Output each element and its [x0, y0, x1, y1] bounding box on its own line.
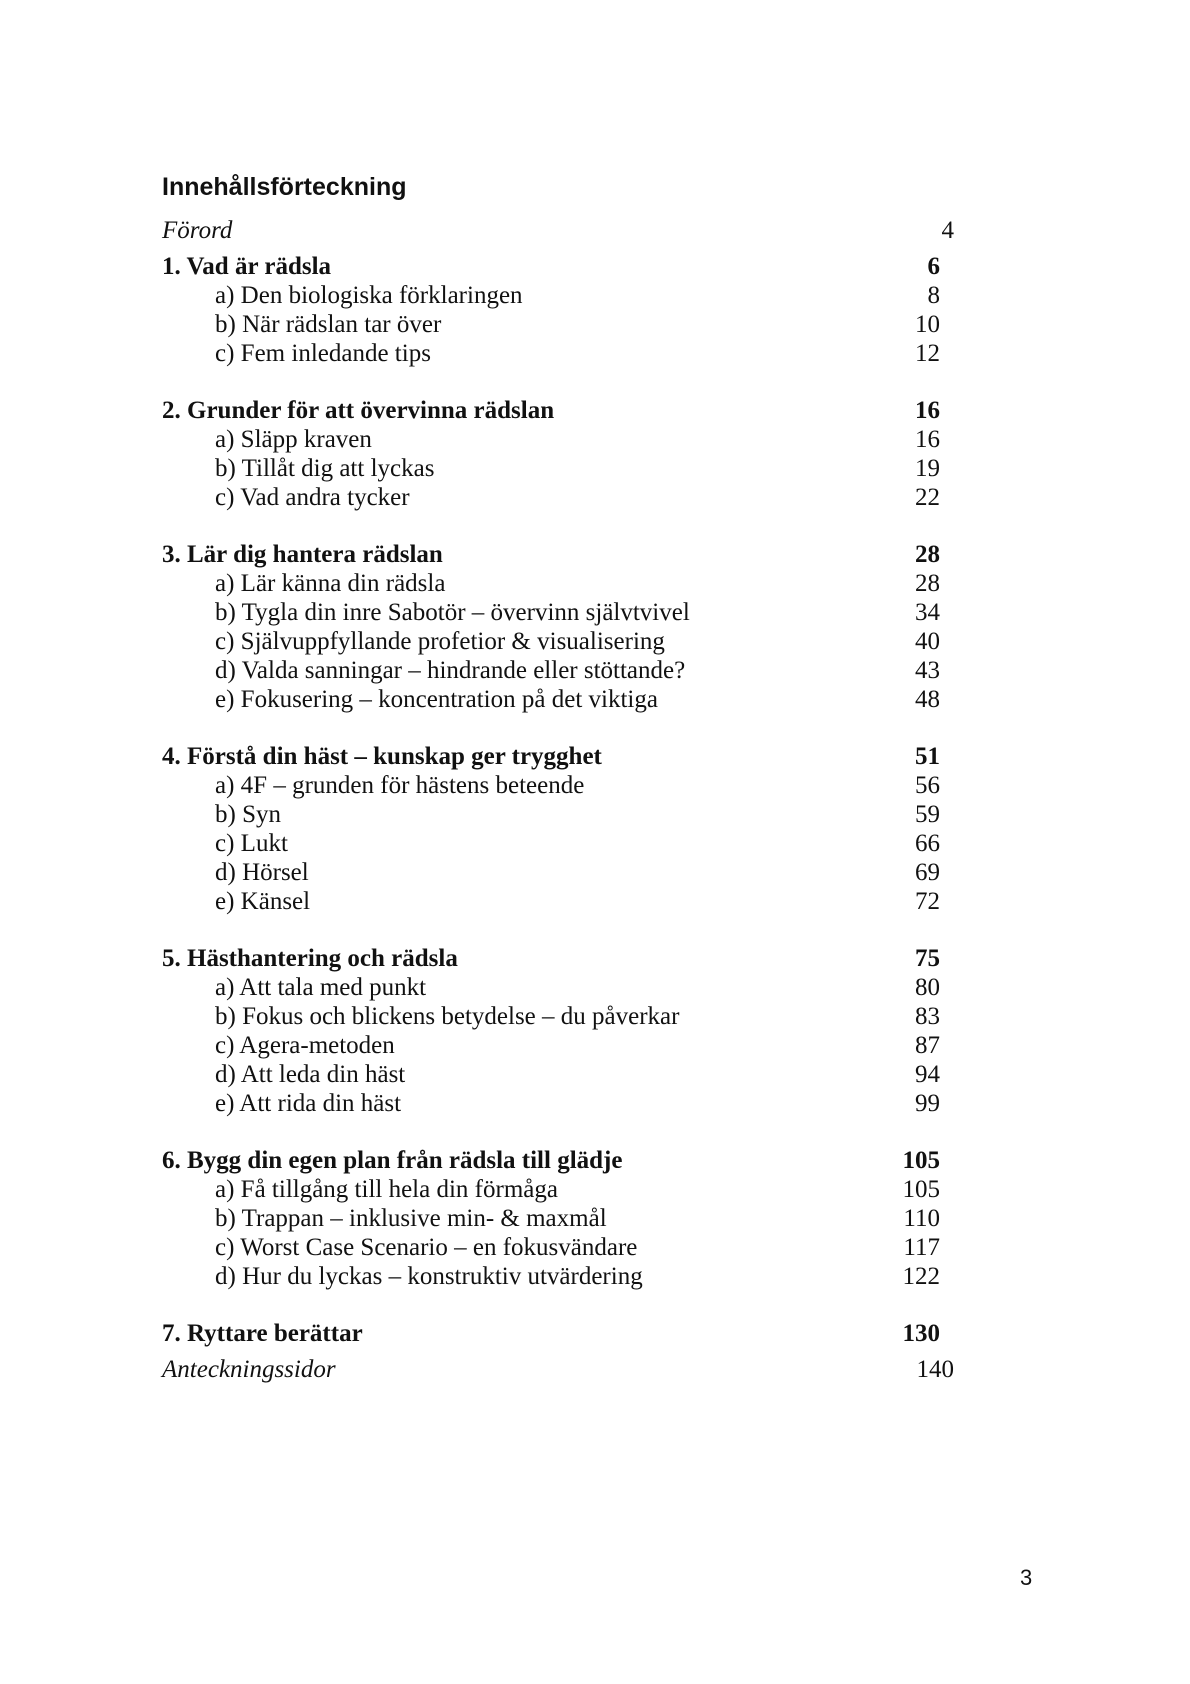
toc-entry-title: c) Lukt	[215, 830, 288, 857]
toc-entry-title: d) Att leda din häst	[215, 1061, 406, 1088]
toc-entry-page: 75	[915, 945, 940, 972]
toc-entry	[0, 1317, 1190, 1351]
toc-entry-title: a) Släpp kraven	[215, 426, 372, 453]
toc-entry-title: a) Få tillgång till hela din förmåga	[215, 1176, 558, 1203]
toc-entry	[0, 885, 1190, 919]
toc-entry-page: 19	[915, 455, 940, 482]
toc-entry	[0, 1260, 1190, 1294]
toc-entry-page: 130	[902, 1320, 940, 1347]
toc-entry-title: c) Fem inledande tips	[215, 340, 431, 367]
toc-entry-page: 117	[903, 1234, 940, 1261]
toc-entry	[0, 337, 1190, 371]
toc-entry-title: Anteckningssidor	[162, 1356, 336, 1383]
toc-heading: Innehållsförteckning	[162, 173, 407, 201]
toc-entry-page: 94	[915, 1061, 940, 1088]
toc-entry-page: 16	[915, 426, 940, 453]
toc-entry-title: d) Hur du lyckas – konstruktiv utvärdering	[215, 1263, 643, 1290]
toc-entry-title: c) Agera-metoden	[215, 1032, 395, 1059]
toc-entry-title: a) Att tala med punkt	[215, 974, 427, 1001]
toc-entry-page: 80	[915, 974, 940, 1001]
toc-entry-title: a) 4F – grunden för hästens beteende	[215, 772, 585, 799]
toc-entry-page: 122	[902, 1263, 940, 1290]
toc-entry-title: d) Valda sanningar – hindrande eller stöttande?	[215, 657, 686, 684]
toc-entry-page: 83	[915, 1003, 940, 1030]
toc-entry-page: 105	[902, 1147, 940, 1174]
toc-entry-title: e) Att rida din häst	[215, 1090, 402, 1117]
toc-entry-page: 6	[927, 253, 940, 280]
toc-entry-page: 59	[915, 801, 940, 828]
toc-entry-title: b) När rädslan tar över	[215, 311, 442, 338]
toc-entry-title: c) Självuppfyllande profetior & visualisering	[215, 628, 665, 655]
toc-entry-page: 56	[915, 772, 940, 799]
toc-entry-title: c) Worst Case Scenario – en fokusvändare	[215, 1234, 638, 1261]
toc-entry-title: 4. Förstå din häst – kunskap ger trygghet	[162, 743, 602, 770]
toc-entry-page: 4	[941, 217, 954, 244]
toc-entry	[0, 1353, 1190, 1387]
toc-entry-title: 2. Grunder för att övervinna rädslan	[162, 397, 555, 424]
toc-entry-page: 34	[915, 599, 940, 626]
toc-entry-title: 3. Lär dig hantera rädslan	[162, 541, 443, 568]
toc-entry-page: 99	[915, 1090, 940, 1117]
toc-entry-title: a) Lär känna din rädsla	[215, 570, 446, 597]
toc-entry-title: b) Tillåt dig att lyckas	[215, 455, 435, 482]
toc-entry-page: 87	[915, 1032, 940, 1059]
toc-entry-page: 66	[915, 830, 940, 857]
page-number: 3	[1020, 1565, 1033, 1590]
toc-entry-title: 5. Hästhantering och rädsla	[162, 945, 458, 972]
toc-entry-page: 51	[915, 743, 940, 770]
toc-entry-page: 48	[915, 686, 940, 713]
toc-entry-page: 43	[915, 657, 940, 684]
toc-entry-title: d) Hörsel	[215, 859, 309, 886]
toc-entry-page: 40	[915, 628, 940, 655]
toc-entry-page: 22	[915, 484, 940, 511]
toc-entry-page: 8	[927, 282, 940, 309]
toc-entry-page: 16	[915, 397, 940, 424]
toc-entry-title: 7. Ryttare berättar	[162, 1320, 363, 1347]
toc-entry-page: 10	[915, 311, 940, 338]
toc-entry-page: 69	[915, 859, 940, 886]
toc-entry-title: b) Syn	[215, 801, 281, 828]
toc-entry-title: Förord	[162, 217, 233, 244]
toc-entry	[0, 481, 1190, 515]
toc-entry-page: 72	[915, 888, 940, 915]
toc-entry	[0, 1087, 1190, 1121]
toc-entry-title: b) Trappan – inklusive min- & maxmål	[215, 1205, 607, 1232]
toc-entry-title: a) Den biologiska förklaringen	[215, 282, 523, 309]
toc-entry-page: 28	[915, 541, 940, 568]
toc-entry-page: 140	[916, 1356, 954, 1383]
toc-entry-page: 12	[915, 340, 940, 367]
toc-entry	[0, 214, 1190, 248]
toc-entry-page: 28	[915, 570, 940, 597]
toc-entry-page: 110	[903, 1205, 940, 1232]
toc-entry-title: e) Känsel	[215, 888, 311, 915]
toc-entry-title: 1. Vad är rädsla	[162, 253, 332, 280]
toc-entry	[0, 683, 1190, 717]
toc-entry-title: b) Tygla din inre Sabotör – övervinn självtvivel	[215, 599, 690, 626]
toc-entry-title: c) Vad andra tycker	[215, 484, 410, 511]
toc-entry-title: 6. Bygg din egen plan från rädsla till glädje	[162, 1147, 623, 1174]
toc-entry-title: e) Fokusering – koncentration på det viktiga	[215, 686, 658, 713]
toc-entry-title: b) Fokus och blickens betydelse – du påverkar	[215, 1003, 680, 1030]
toc-entry-page: 105	[902, 1176, 940, 1203]
